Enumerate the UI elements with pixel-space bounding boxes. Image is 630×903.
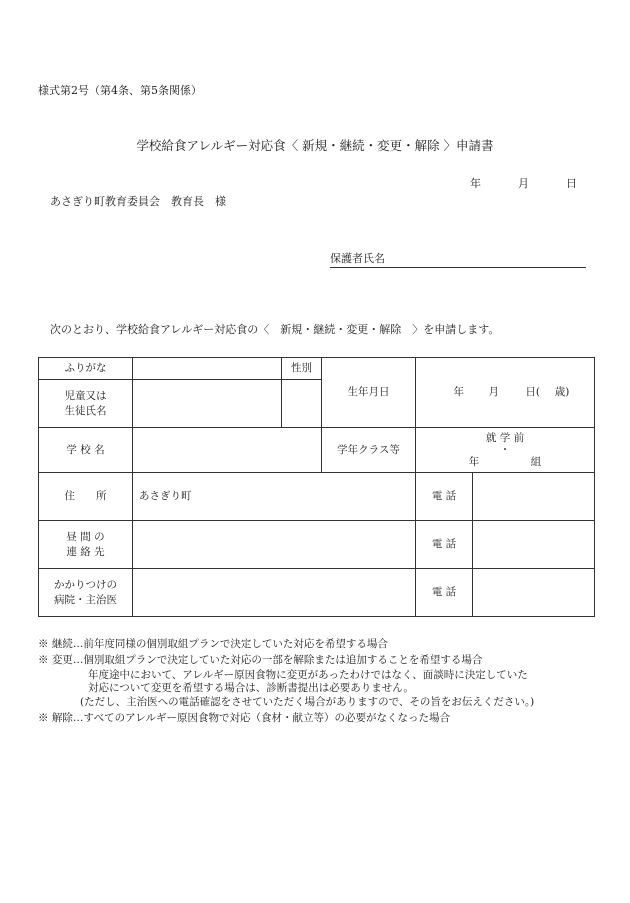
address-input[interactable]: あさぎり町: [133, 473, 416, 521]
date-year: 年: [470, 177, 481, 190]
birth-year-unit: 年: [453, 386, 464, 399]
birth-day-unit: 日(: [525, 386, 540, 399]
school-name-input[interactable]: [133, 428, 322, 473]
hospital-input[interactable]: [133, 569, 416, 617]
furigana-input[interactable]: [133, 358, 282, 380]
note-change-detail-2: 対応について変更を希望する場合は、診断書提出は必要ありません。: [88, 682, 414, 695]
school-name-label: 学 校 名: [39, 428, 133, 473]
note-continue: ※ 継続…前年度同様の個別取組プランで決定していた対応を希望する場合: [38, 638, 388, 650]
address-phone-input[interactable]: [473, 473, 595, 521]
grade-class-label: 学年クラス等: [322, 428, 416, 473]
note-change-detail-1: 年度途中において、アレルギー原因食物に変更があったわけではなく、面談時に決定していた: [88, 668, 528, 681]
notes-section: [38, 637, 534, 727]
page-title: 学校給食アレルギー対応食〈 新規・継続・変更・解除 〉申請書: [136, 138, 494, 153]
date-month: 月: [518, 177, 529, 190]
application-form-table: [38, 357, 595, 617]
hospital-phone-input[interactable]: [473, 569, 595, 617]
date-day: 日: [566, 177, 577, 190]
note-change: ※ 変更…個別取組プランで決定していた対応の一部を解除または追加することを希望する場合: [38, 653, 483, 666]
hospital-label: かかりつけの 病院・主治医: [39, 569, 133, 617]
preschool-option: 就 学 前: [485, 431, 525, 444]
form-number: 様式第2号（第4条、第5条関係）: [38, 84, 202, 97]
birthdate-label: 生年月日: [322, 358, 416, 428]
daytime-contact-label: 昼 間 の 連 絡 先: [39, 521, 133, 569]
guardian-name-field[interactable]: [330, 250, 586, 268]
note-cancel: ※ 解除…すべてのアレルギー原因食物で対応（食材・献立等）の必要がなくなった場合: [38, 712, 450, 725]
daytime-phone-label: 電 話: [416, 521, 473, 569]
daytime-phone-input[interactable]: [473, 521, 595, 569]
birth-month-unit: 月: [488, 386, 499, 399]
gender-label: 性別: [282, 358, 322, 380]
address-label: 住 所: [39, 473, 133, 521]
student-name-input[interactable]: [133, 380, 282, 428]
addressee: あさぎり町教育委員会 教育長 様: [50, 195, 226, 208]
daytime-contact-input[interactable]: [133, 521, 416, 569]
grade-class-input[interactable]: [416, 428, 595, 473]
intro-text: 次のとおり、学校給食アレルギー対応食の〈 新規・継続・変更・解除 〉を申請します。: [50, 323, 500, 336]
option-separator: ・: [499, 443, 511, 456]
birthdate-input[interactable]: [416, 358, 595, 428]
note-change-detail-3: (ただし、主治医への電話確認をさせていただく場合がありますので、その旨をお伝えください。): [80, 695, 535, 708]
address-phone-label: 電 話: [416, 473, 473, 521]
grade-class-option: 年 組: [468, 456, 542, 469]
student-name-label: 児童又は 生徒氏名: [39, 380, 133, 428]
guardian-name-label: 保護者氏名: [330, 252, 385, 265]
furigana-label: ふりがな: [39, 358, 133, 380]
gender-input[interactable]: [282, 380, 322, 428]
birth-age-unit: 歳): [554, 386, 570, 399]
date-field[interactable]: [470, 175, 577, 191]
hospital-phone-label: 電 話: [416, 569, 473, 617]
